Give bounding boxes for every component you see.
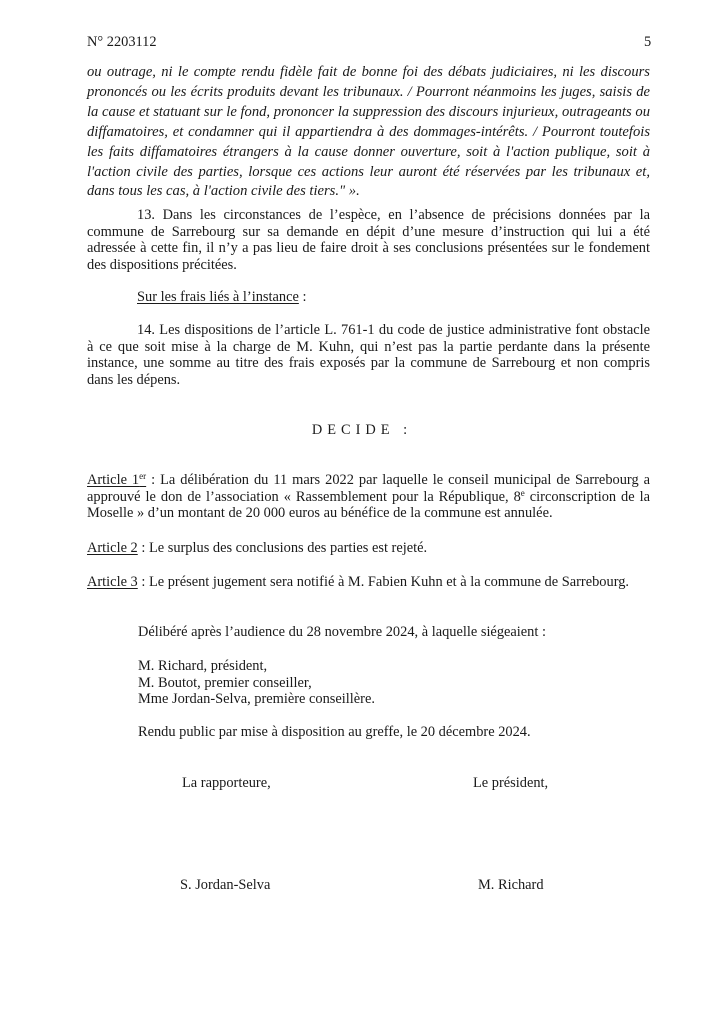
article-1-text-sup: e: [520, 487, 525, 498]
article-2-label: Article 2: [87, 540, 138, 556]
article-1-label-sup: er: [139, 471, 147, 481]
deliberation-intro: Délibéré après l’audience du 28 novembre 2024, à laquelle siégeaient :: [138, 624, 546, 640]
subheading-suffix: :: [298, 289, 307, 305]
article-3-text: : Le présent jugement sera notifié à M. Fabien Kuhn et à la commune de Sarrebourg.: [137, 574, 630, 590]
article-1-label: [87, 472, 146, 488]
panel-member: Mme Jordan-Selva, première conseillère.: [138, 691, 375, 708]
paragraph-13: 13. Dans les circonstances de l’espèce, en l’absence de précisions données par la commune de Sarrebourg sur sa demande en dépit d’une mesure d’instruction qui lui a été adressée à cette fin, il n’y a pas lieu de faire droit à ses conclusions présentées sur le fondement des dispositions précitées.: [87, 207, 650, 273]
president-title: Le président,: [473, 775, 549, 791]
section-subheading: [137, 289, 306, 306]
subheading-label: Sur les frais liés à l’instance: [137, 289, 299, 305]
article-1-text-b: circonscription de la Moselle » d’un montant de 20 000 euros au bénéfice de la commune est annulée.: [87, 488, 651, 522]
panel-members: [138, 658, 375, 708]
article-3-label: Article 3: [87, 574, 138, 590]
page-number: 5: [644, 34, 652, 50]
article-3: [87, 574, 650, 591]
panel-member: M. Richard, président,: [138, 658, 268, 674]
rendu-public: Rendu public par mise à disposition au greffe, le 20 décembre 2024.: [138, 724, 531, 740]
president-name: M. Richard: [478, 877, 544, 893]
paragraph-14: 14. Les dispositions de l’article L. 761-1 du code de justice administrative font obstacle à ce que soit mise à la charge de M. Kuhn, qui n’est pas la partie perdante dans la présente instance, une somme au titre des frais exposés par la commune de Sarrebourg et non compris dans les dépens.: [87, 322, 650, 388]
rapporteur-title: La rapporteure,: [182, 775, 271, 791]
decide-heading: DECIDE :: [311, 422, 413, 438]
case-number: N° 2203112: [87, 34, 157, 50]
article-2-text: : Le surplus des conclusions des parties est rejeté.: [137, 540, 428, 556]
rapporteur-name: S. Jordan-Selva: [180, 877, 271, 893]
article-1-label-text: Article 1: [87, 472, 140, 488]
quoted-law-text: ou outrage, ni le compte rendu fidèle fait de bonne foi des débats judiciaires, ni les discours prononcés ou les écrits produits devant les tribunaux. / Pourront néanmoins les juges, saisis de la cause et statuant sur le fond, prononcer la suppression des discours injurieux, outrageants ou diffamatoires, et condamner qui il appartiendra à des dommages-intérêts. / Pourront toutefois les faits diffamatoires étrangers à la cause donner ouverture, soit à l'action publique, soit à l'action civile des parties, lorsque ces actions leur auront été réservées par les tribunaux et, dans tous les cas, à l'action civile des tiers." ».: [87, 64, 650, 200]
article-1: [87, 472, 650, 522]
panel-member: M. Boutot, premier conseiller,: [138, 674, 312, 691]
article-1-text-a: : La délibération du 11 mars 2022 par laquelle le conseil municipal de Sarrebourg a approuvé le don de l’association « Rassemblement pour la République, 8: [87, 472, 651, 505]
article-2: [87, 540, 650, 557]
